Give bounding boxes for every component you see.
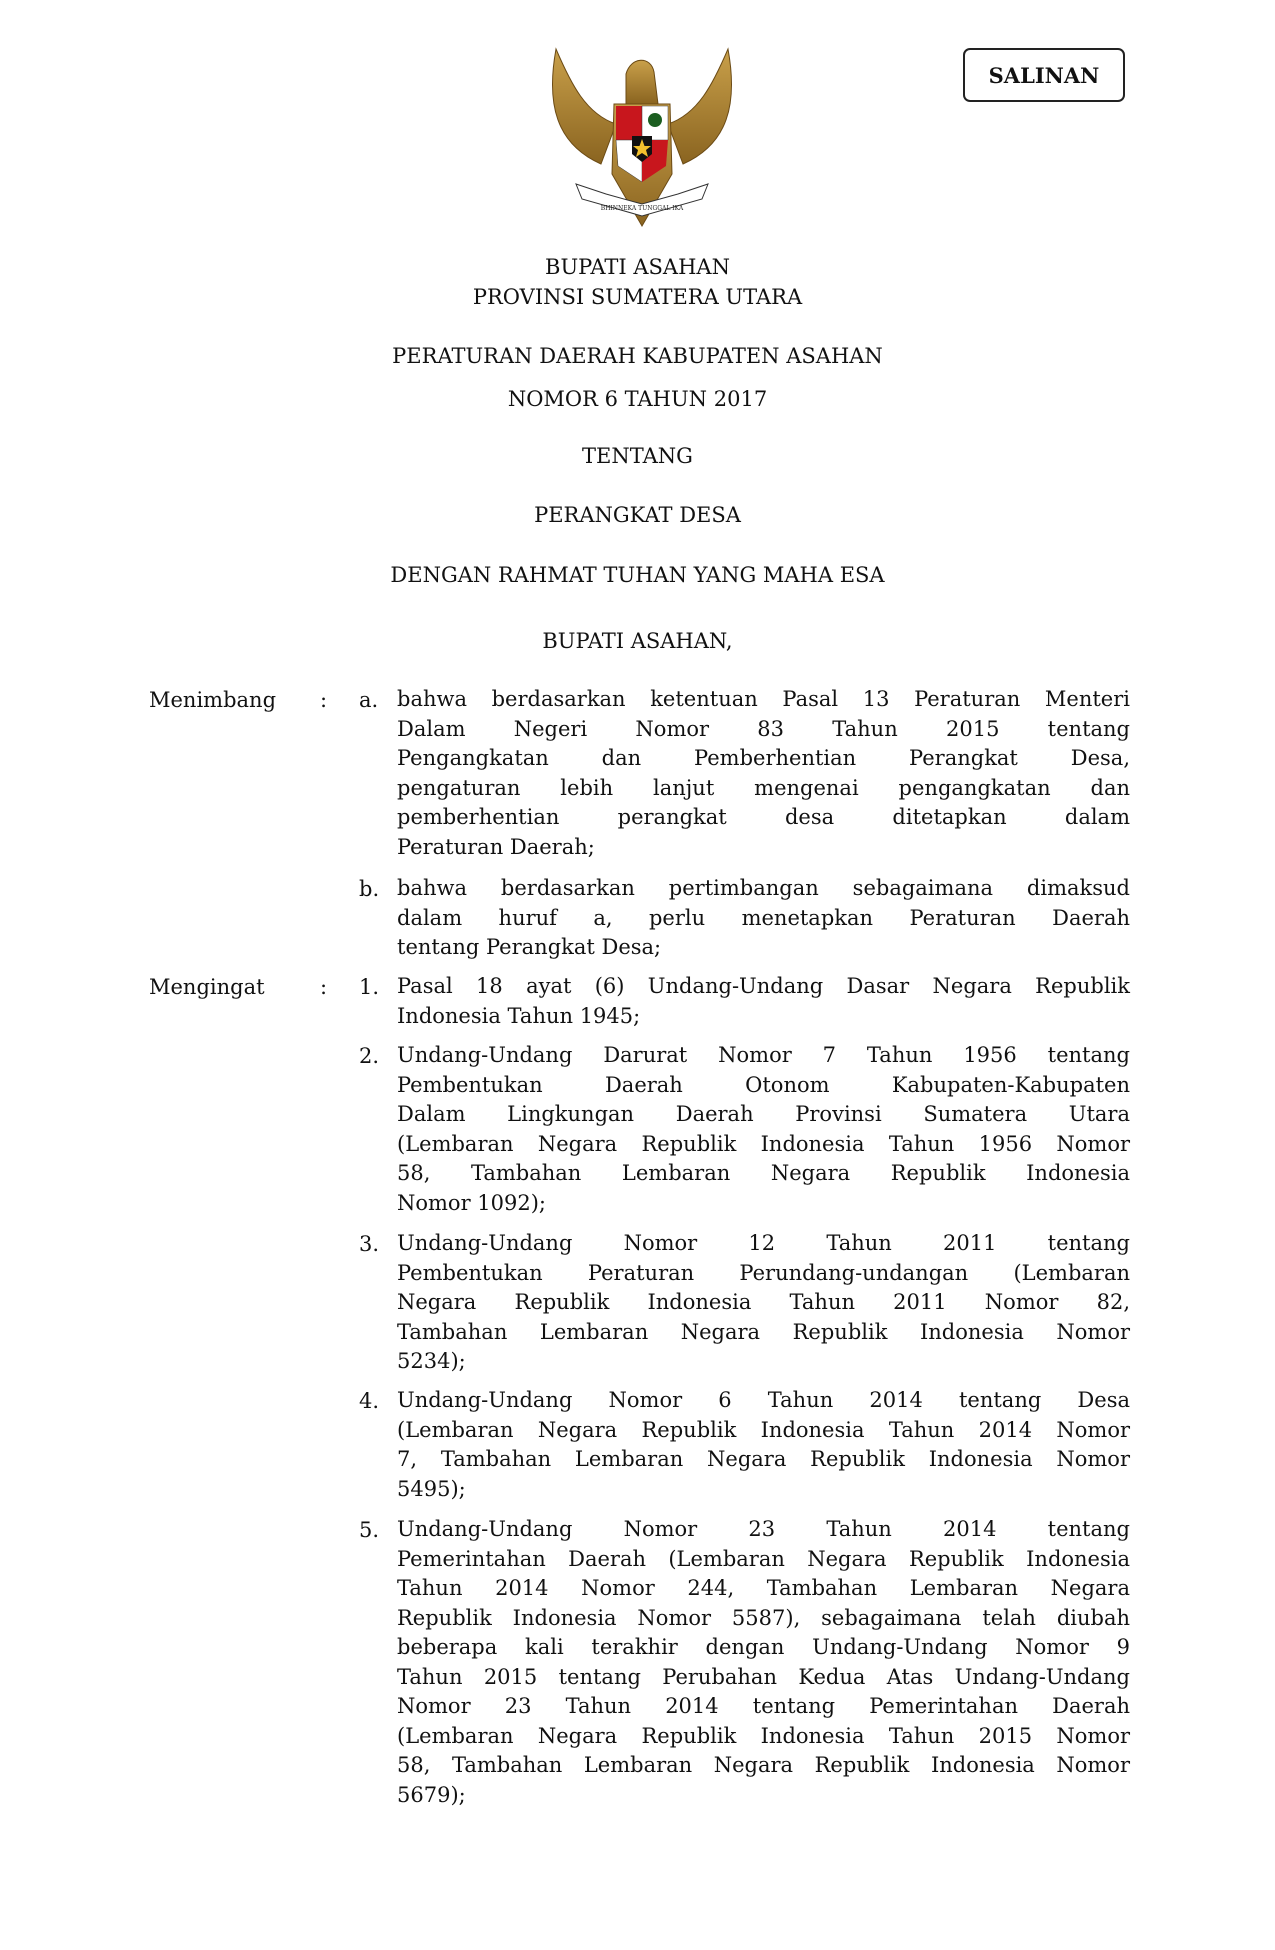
text-line: 7, Tambahan Lembaran Negara Republik Indonesia Nomor	[397, 1447, 1130, 1471]
issuer-title: BUPATI ASAHAN	[545, 255, 730, 279]
text-line: dalam huruf a, perlu menetapkan Peraturan Daerah	[397, 905, 1130, 930]
text-line: Dalam Lingkungan Daerah Provinsi Sumatera Utara	[397, 1102, 1130, 1126]
menimbang-label: Menimbang	[149, 688, 277, 712]
mengingat-item	[397, 1229, 1130, 1377]
text-line: (Lembaran Negara Republik Indonesia Tahun 2015 Nomor	[397, 1723, 1130, 1748]
text-line: 5495);	[397, 1476, 466, 1501]
issuer-signature-heading: BUPATI ASAHAN,	[542, 629, 733, 653]
text-line: (Lembaran Negara Republik Indonesia Tahun 2014 Nomor	[397, 1417, 1130, 1442]
text-line: 58, Tambahan Lembaran Negara Republik Indonesia	[397, 1161, 1130, 1185]
mengingat-item-number: 1.	[359, 975, 380, 999]
text-line: pemberhentian perangkat desa ditetapkan dalam	[397, 805, 1130, 829]
mengingat-item-number: 4.	[359, 1389, 380, 1413]
text-line: pengaturan lebih lanjut mengenai pengangkatan dan	[397, 775, 1130, 800]
text-line: Pemerintahan Daerah (Lembaran Negara Republik Indonesia	[397, 1546, 1130, 1571]
text-line: Undang-Undang Nomor 23 Tahun 2014 tentang	[397, 1517, 1130, 1541]
mengingat-item-number: 3.	[359, 1232, 380, 1256]
menimbang-item-number: a.	[359, 688, 379, 712]
text-line: (Lembaran Negara Republik Indonesia Tahun 1956 Nomor	[397, 1131, 1130, 1156]
text-line: Republik Indonesia Nomor 5587), sebagaimana telah diubah	[397, 1605, 1130, 1630]
emblem-motto: BHINNEKA TUNGGAL IKA	[600, 205, 684, 212]
menimbang-item	[397, 685, 1130, 862]
text-line: Undang-Undang Darurat Nomor 7 Tahun 1956 tentang	[397, 1043, 1130, 1067]
text-line: Negara Republik Indonesia Tahun 2011 Nomor 82,	[397, 1290, 1130, 1314]
menimbang-item-number: b.	[359, 877, 380, 901]
mengingat-item	[397, 972, 1130, 1031]
mengingat-item	[397, 1386, 1130, 1504]
about-heading: TENTANG	[582, 444, 693, 468]
text-line: Tahun 2015 tentang Perubahan Kedua Atas Undang-Undang	[397, 1664, 1130, 1689]
mengingat-item	[397, 1515, 1130, 1810]
subject-heading: PERANGKAT DESA	[534, 503, 741, 527]
text-line: Indonesia Tahun 1945;	[397, 1003, 641, 1028]
text-line: bahwa berdasarkan pertimbangan sebagaimana dimaksud	[397, 876, 1130, 900]
text-line: Pasal 18 ayat (6) Undang-Undang Dasar Negara Republik	[397, 974, 1130, 998]
text-line: Nomor 1092);	[397, 1190, 546, 1215]
text-line: 58, Tambahan Lembaran Negara Republik Indonesia Nomor	[397, 1753, 1130, 1777]
menimbang-colon: :	[320, 688, 328, 712]
salinan-stamp: SALINAN	[963, 48, 1125, 102]
mengingat-item-number: 5.	[359, 1518, 380, 1542]
text-line: Undang-Undang Nomor 12 Tahun 2011 tentang	[397, 1231, 1130, 1255]
mengingat-item-number: 2.	[359, 1044, 380, 1068]
mengingat-colon: :	[320, 975, 328, 999]
text-line: Peraturan Daerah;	[397, 834, 595, 859]
invocation: DENGAN RAHMAT TUHAN YANG MAHA ESA	[390, 563, 885, 587]
text-line: bahwa berdasarkan ketentuan Pasal 13 Peraturan Menteri	[397, 687, 1130, 711]
text-line: Pengangkatan dan Pemberhentian Perangkat Desa,	[397, 746, 1130, 770]
menimbang-item	[397, 874, 1130, 963]
mengingat-label: Mengingat	[149, 975, 265, 999]
text-line: Nomor 23 Tahun 2014 tentang Pemerintahan Daerah	[397, 1694, 1130, 1718]
mengingat-item	[397, 1041, 1130, 1218]
regulation-number: NOMOR 6 TAHUN 2017	[507, 387, 768, 411]
text-line: 5679);	[397, 1782, 466, 1807]
text-line: Tahun 2014 Nomor 244, Tambahan Lembaran Negara	[397, 1576, 1130, 1600]
text-line: beberapa kali terakhir dengan Undang-Undang Nomor 9	[397, 1635, 1130, 1659]
text-line: Pembentukan Daerah Otonom Kabupaten-Kabupaten	[397, 1072, 1130, 1097]
text-line: Dalam Negeri Nomor 83 Tahun 2015 tentang	[397, 716, 1130, 741]
garuda-emblem	[546, 44, 738, 232]
text-line: Tambahan Lembaran Negara Republik Indonesia Nomor	[397, 1319, 1130, 1344]
regulation-title: PERATURAN DAERAH KABUPATEN ASAHAN	[392, 344, 883, 368]
text-line: Undang-Undang Nomor 6 Tahun 2014 tentang Desa	[397, 1388, 1130, 1412]
province-title: PROVINSI SUMATERA UTARA	[472, 285, 803, 309]
text-line: tentang Perangkat Desa;	[397, 935, 662, 959]
text-line: 5234);	[397, 1349, 466, 1373]
text-line: Pembentukan Peraturan Perundang-undangan (Lembaran	[397, 1260, 1130, 1285]
